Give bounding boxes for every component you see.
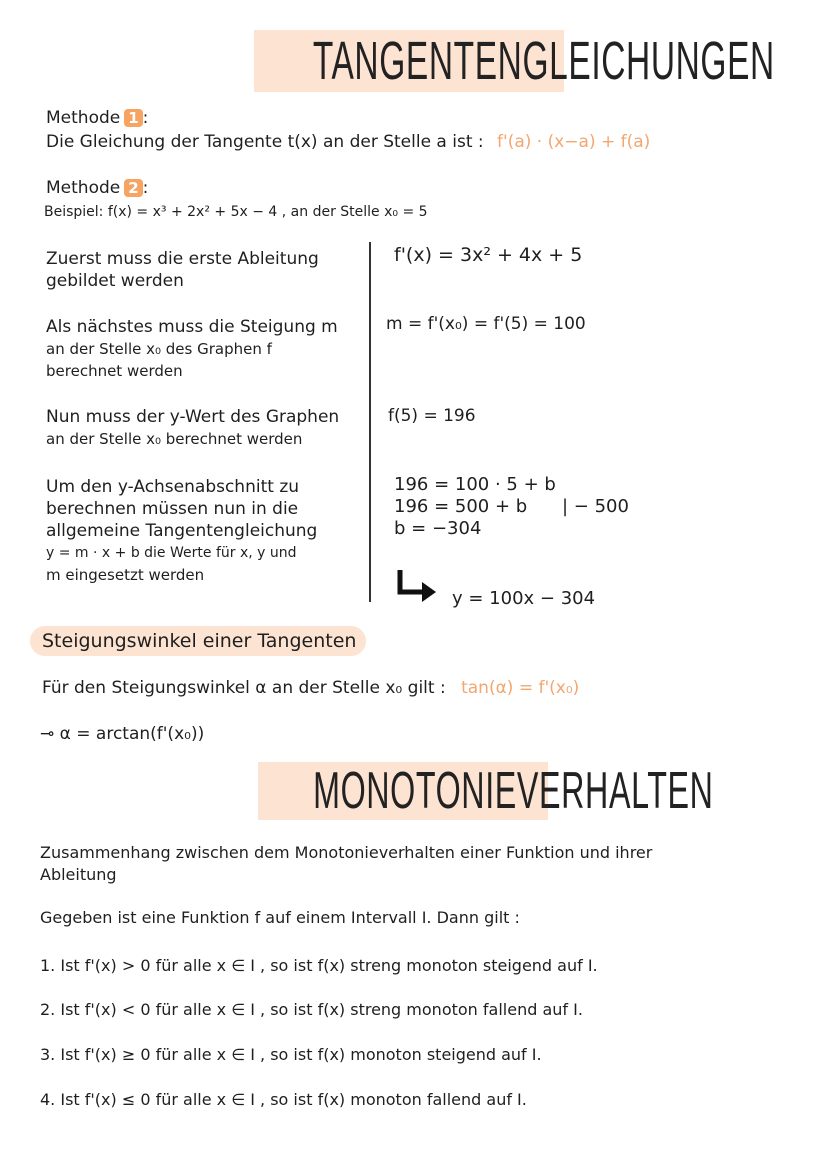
- method1-heading: [46, 108, 148, 128]
- slope-heading: Steigungswinkel einer Tangenten: [42, 630, 357, 652]
- step-divider-line: [369, 242, 371, 602]
- step2-line1: Als nächstes muss die Steigung m: [46, 317, 338, 337]
- result-arrow-icon: [396, 568, 440, 604]
- page-title-tangentengleichungen: TANGENTENGLEICHUNGEN: [312, 31, 775, 91]
- mono-item-2: 2. Ist f'(x) < 0 für alle x ∈ I , so ist f(x) streng monoton fallend auf I.: [40, 1000, 583, 1019]
- mono-item-4: 4. Ist f'(x) ≤ 0 für alle x ∈ I , so ist f(x) monoton fallend auf I.: [40, 1090, 527, 1109]
- step3-text: [46, 406, 339, 450]
- method1-number-badge: 1: [124, 109, 142, 127]
- method2-number-badge: 2: [124, 179, 142, 197]
- step4-math-line2: 196 = 500 + b: [394, 496, 528, 517]
- step4-line5: m eingesetzt werden: [46, 566, 205, 584]
- method1-formula: f'(a) · (x−a) + f(a): [497, 132, 651, 152]
- step4-result: y = 100x − 304: [452, 588, 596, 609]
- step2-text: [46, 316, 338, 382]
- mono-given: Gegeben ist eine Funktion f auf einem Intervall I. Dann gilt :: [40, 908, 520, 927]
- slope-arctan-line: ⊸ α = arctan(f'(x₀)): [40, 724, 205, 744]
- step4-line2: berechnen müssen nun in die: [46, 499, 299, 519]
- step3-line2: an der Stelle x₀ berechnet werden: [46, 430, 303, 448]
- step3-line1: Nun muss der y-Wert des Graphen: [46, 407, 340, 427]
- method1-text: Die Gleichung der Tangente t(x) an der Stelle a ist :: [46, 132, 484, 152]
- step4-note: | − 500: [562, 496, 629, 517]
- method2-example: Beispiel: f(x) = x³ + 2x² + 5x − 4 , an der Stelle x₀ = 5: [44, 204, 428, 220]
- step2-math: m = f'(x₀) = f'(5) = 100: [386, 314, 586, 334]
- mono-item-3: 3. Ist f'(x) ≥ 0 für alle x ∈ I , so ist f(x) monoton steigend auf I.: [40, 1045, 542, 1064]
- method2-colon: :: [142, 178, 149, 198]
- step4-text: [46, 476, 317, 586]
- step4-line1: Um den y-Achsenabschnitt zu: [46, 477, 300, 497]
- step4-math: [394, 474, 556, 540]
- method1-label: Methode: [46, 108, 121, 128]
- step4-line4: y = m · x + b die Werte für x, y und: [46, 545, 297, 561]
- step4-line3: allgemeine Tangentengleichung: [46, 521, 318, 541]
- slope-text: Für den Steigungswinkel α an der Stelle x₀ gilt :: [42, 678, 446, 698]
- step2-line3: berechnet werden: [46, 362, 183, 380]
- step4-math-line1: 196 = 100 · 5 + b: [394, 474, 556, 495]
- mono-intro: [40, 842, 652, 886]
- step1-line2: gebildet werden: [46, 271, 184, 291]
- step1-line1: Zuerst muss die erste Ableitung: [46, 249, 319, 269]
- method1-colon: :: [142, 108, 149, 128]
- method2-heading: [46, 178, 148, 198]
- step1-math: f'(x) = 3x² + 4x + 5: [394, 244, 583, 266]
- mono-item-1: 1. Ist f'(x) > 0 für alle x ∈ I , so ist f(x) streng monoton steigend auf I.: [40, 956, 598, 975]
- mono-intro-line1: Zusammenhang zwischen dem Monotonieverhalten einer Funktion und ihrer: [40, 843, 653, 862]
- mono-intro-line2: Ableitung: [40, 865, 117, 884]
- step1-text: [46, 248, 319, 292]
- method2-label: Methode: [46, 178, 121, 198]
- slope-formula: tan(α) = f'(x₀): [461, 678, 580, 698]
- step3-math: f(5) = 196: [388, 406, 476, 426]
- step4-math-line3: b = −304: [394, 518, 482, 539]
- step2-line2: an der Stelle x₀ des Graphen f: [46, 340, 272, 358]
- page-title-monotonieverhalten: MONOTONIEVERHALTEN: [313, 762, 714, 820]
